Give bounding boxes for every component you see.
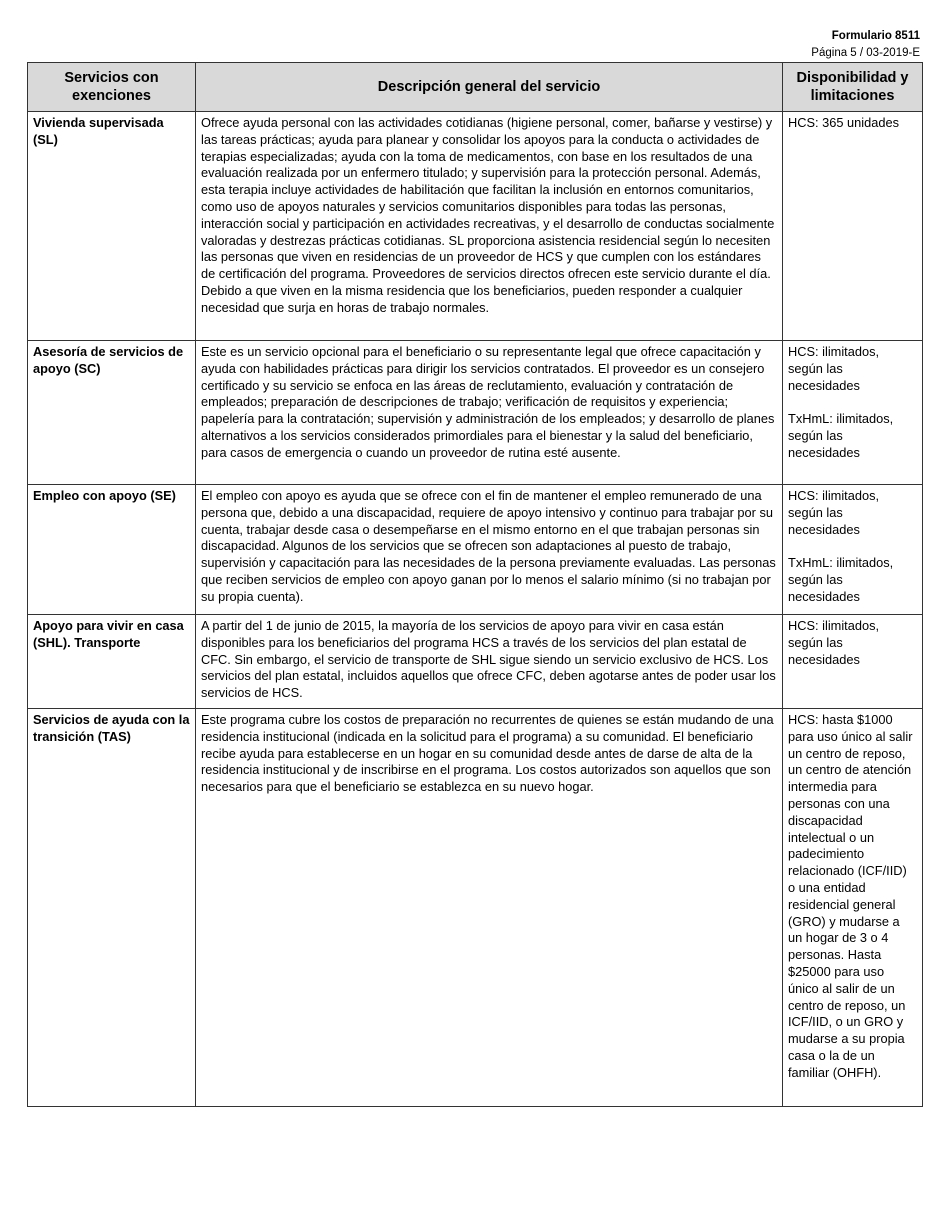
availability-entry: HCS: ilimitados, según las necesidades [788, 488, 880, 537]
column-header-availability: Disponibilidad y limitaciones [783, 63, 923, 112]
service-description: Este programa cubre los costos de preparación no recurrentes de quienes se están mudando de una residencia institucional (indicada en la solicitud para el programa) a su comunidad. El beneficiario recibe ayuda para establecerse en un hogar en su comunidad desde antes de darse de alta de la residencia institucional y de inscribirse en el programa. Los costos autorizados son aquellos que son necesarios para que el beneficiario se establezca en su nuevo hogar. [196, 709, 783, 1107]
service-availability [783, 485, 923, 615]
service-availability [783, 112, 923, 341]
service-name: Apoyo para vivir en casa (SHL). Transporte [28, 615, 196, 709]
table-row [28, 341, 923, 485]
column-header-description: Descripción general del servicio [196, 63, 783, 112]
table-row [28, 112, 923, 341]
table-row [28, 485, 923, 615]
form-number: Formulario 8511 [831, 30, 920, 42]
availability-entry: HCS: hasta $1000 para uso único al salir un centro de reposo, un centro de atención intermedia para personas con una discapacidad intelectual o un padecimiento relacionado (ICF/IID) o una entidad residencial general (GRO) y mudarse a un hogar de 3 o 4 personas. Hasta $25000 para uso único al salir de un centro de reposo, un ICF/IID, o un GRO y mudarse a su propia casa o la de un familiar (OHFH). [788, 712, 913, 1080]
service-name: Empleo con apoyo (SE) [28, 485, 196, 615]
service-description: A partir del 1 de junio de 2015, la mayoría de los servicios de apoyo para vivir en casa están disponibles para los beneficiarios del programa HCS a través de los servicios del plan estatal de CFC. Sin embargo, el servicio de transporte de SHL sigue siendo un servicio exclusivo de HCS. Los servicios del plan estatal, incluidos aquellos que ofrece CFC, deben agotarse antes de poder usar los servicios de HCS. [196, 615, 783, 709]
availability-entry: HCS: ilimitados, según las necesidades [788, 344, 880, 393]
column-header-services: Servicios con exenciones [28, 63, 196, 112]
table-row [28, 615, 923, 709]
service-availability [783, 341, 923, 485]
page-header [811, 28, 920, 62]
service-name: Vivienda supervisada (SL) [28, 112, 196, 341]
table-header-row [28, 63, 923, 112]
service-name: Asesoría de servicios de apoyo (SC) [28, 341, 196, 485]
availability-entry: TxHmL: ilimitados, según las necesidades [788, 411, 894, 460]
service-name: Servicios de ayuda con la transición (TAS) [28, 709, 196, 1107]
services-table [27, 62, 923, 1107]
service-availability [783, 709, 923, 1107]
availability-entry: HCS: ilimitados, según las necesidades [788, 618, 880, 667]
availability-entry: HCS: 365 unidades [788, 115, 899, 130]
service-description: Este es un servicio opcional para el beneficiario o su representante legal que ofrece capacitación y ayuda con habilidades prácticas para dirigir los servicios contratados. El proveedor es un consejero certificado y su servicio se enfoca en las áreas de reclutamiento, evaluación y contratación de empleados; preparación de descripciones de trabajo; verificación de requisitos y experiencia; papelería para la contratación; supervisión y administración de los empleados; y desarrollo de planes alternativos a los servicios considerados primordiales para el bienestar y la salud del beneficiario, para casos de emergencia o cuando un proveedor de rutina esté ausente. [196, 341, 783, 485]
service-description: Ofrece ayuda personal con las actividades cotidianas (higiene personal, comer, bañarse y vestirse) y las tareas prácticas; ayuda para planear y consolidar los apoyos para la conducta o actividades de terapias especializadas; ayuda con la toma de medicamentos, con base en los resultados de una evaluación realizada por un enfermero titulado; y supervisión para la protección personal. Además, esta terapia incluye actividades de habilitación que facilitan la inclusión en entornos comunitarios, como uso de apoyos naturales y servicios comunitarios disponibles para todas las personas, interacción social y participación en actividades recreativas, y el desarrollo de conductas socialmente valoradas y destrezas prácticas cotidianas. SL proporciona asistencia residencial según lo necesiten las personas que viven en residencias de un proveedor de HCS y que cumplen con los estándares de certificación del programa. Proveedores de servicios directos ofrecen este servicio durante el día. Debido a que viven en la misma residencia que los beneficiarios, pueden responder a cualquier necesidad que surja en horas de trabajo normales. [196, 112, 783, 341]
table-row [28, 709, 923, 1107]
service-description: El empleo con apoyo es ayuda que se ofrece con el fin de mantener el empleo remunerado de una persona que, debido a una discapacidad, requiere de apoyo intensivo y continuo para trabajar por su cuenta, trabajar desde casa o desempeñarse en el mismo entorno en el que trabajan personas sin discapacidad. Algunos de los servicios que se ofrecen son adaptaciones al puesto de trabajo, supervisión y capacitación para las necesidades de la persona previamente evaluadas. Las personas que reciben servicios de empleo con apoyo ganan por lo menos el salario mínimo (si no trabajan por su propia cuenta). [196, 485, 783, 615]
page-info: Página 5 / 03-2019-E [811, 47, 920, 59]
availability-entry: TxHmL: ilimitados, según las necesidades [788, 555, 894, 604]
service-availability [783, 615, 923, 709]
